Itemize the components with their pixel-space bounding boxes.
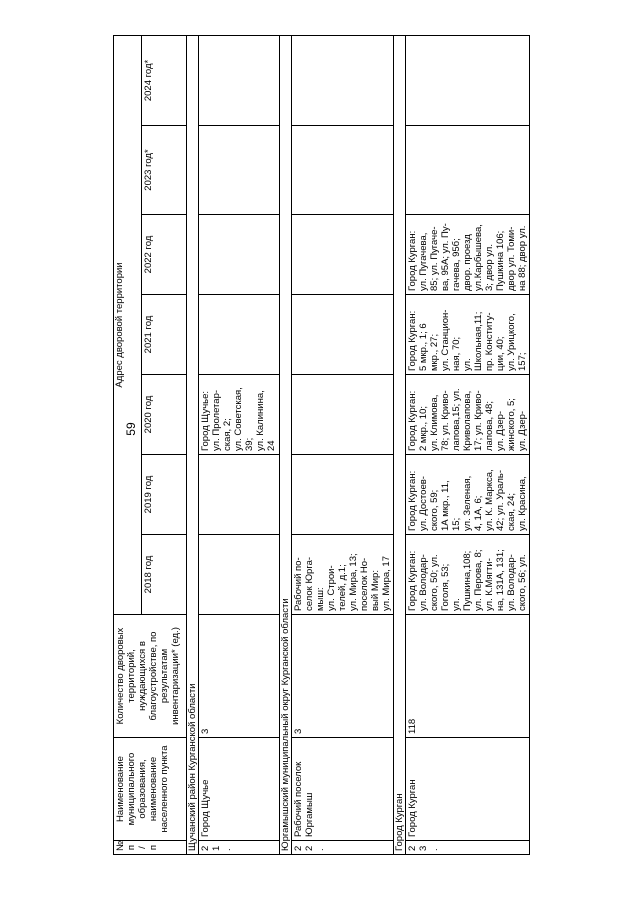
address-line: Пушкина,108;	[462, 550, 473, 611]
section-title: Город Курган	[394, 35, 406, 854]
year-header-2020: 2020 год	[141, 375, 186, 455]
address-line: ул. Станцион-	[440, 309, 451, 371]
name-column-header: Наименование муниципального образования, наименование населенного пункта	[114, 738, 187, 841]
address-line: ул. Перова, 8;	[473, 549, 484, 611]
address-line: Город Курган:	[407, 470, 418, 531]
address-line: ского, 50; ул.	[429, 554, 440, 611]
table-container	[113, 36, 528, 855]
section-row-kurgan	[394, 35, 406, 854]
year-header-2024: 2024 год*	[141, 35, 186, 125]
address-line: лапова,15; ул.	[451, 388, 462, 451]
address-line: 3; двор ул.	[484, 244, 495, 291]
section-title: Юргамышский муниципальный округ Курганской области	[280, 35, 292, 854]
year-header-2023: 2023 год*	[141, 126, 186, 215]
address-line: 39;	[244, 437, 255, 451]
section-row-yurgamysh	[280, 35, 292, 854]
section-row-shchuchye	[187, 35, 199, 854]
address-line: жинского, 5;	[506, 398, 517, 451]
address-cell-2021	[199, 295, 280, 375]
settlement-name: Рабочий поселок Юргамыш	[292, 738, 394, 841]
address-line: ул.	[451, 598, 462, 611]
address-line: ул. Пролетар-	[211, 389, 222, 451]
address-line: на 88; двор ул.	[517, 225, 528, 291]
settlement-name: Город Щучье	[199, 738, 280, 841]
address-cell-2018	[292, 535, 394, 615]
address-line: ул. Володар-	[506, 554, 517, 611]
address-line: 17; ул. Криво-	[473, 390, 484, 451]
address-cell-2019	[199, 455, 280, 535]
address-cell-2022	[292, 215, 394, 295]
address-line: 15;	[451, 517, 462, 531]
address-line: Город Курган:	[407, 390, 418, 451]
year-header-2018: 2018 год	[141, 535, 186, 615]
row-number: 22.	[292, 841, 394, 855]
address-line: 85; ул. Пугаче-	[429, 226, 440, 291]
section-title: Щучанский район Курганской области	[187, 35, 199, 854]
address-line: ского, 59;	[429, 489, 440, 531]
count-column-header: Количество дворовых территорий, нуждающихся в благоустройстве, по результатам инвентаризации* (ед.)	[114, 615, 187, 738]
address-line: Город Курган:	[407, 550, 418, 611]
address-line: Город Щучье:	[200, 390, 211, 451]
table-row	[406, 35, 530, 854]
address-cell-2023	[199, 126, 280, 215]
address-line: Рабочий по-	[293, 557, 304, 611]
address-line: 24	[266, 440, 277, 451]
address-line: гачева, 95б;	[451, 238, 462, 291]
yard-territories-table	[113, 35, 530, 855]
address-cell-2019	[406, 455, 530, 535]
address-line: Криволапова,	[462, 390, 473, 451]
address-line: двор. проезд	[462, 234, 473, 291]
address-cell-2019	[292, 455, 394, 535]
address-cell-2021	[292, 295, 394, 375]
address-cell-2022	[199, 215, 280, 295]
address-line: ная, 70;	[451, 336, 462, 371]
address-line: ул. Достоев-	[418, 476, 429, 531]
address-line: ул. Строи-	[326, 565, 337, 611]
address-cell-2018	[406, 535, 530, 615]
address-line: ул. Климова,	[429, 394, 440, 451]
address-line: ул. К.Мягти-	[484, 558, 495, 611]
address-line: ская, 2;	[222, 418, 233, 451]
address-cell-2023	[292, 126, 394, 215]
address-line: Гоголя, 53;	[440, 563, 451, 611]
address-line: ул. Дзер-	[495, 410, 506, 451]
address-cell-2018	[199, 535, 280, 615]
address-line: 2 мкр., 10;	[418, 405, 429, 451]
address-cell-2020	[406, 375, 530, 455]
address-line: ул. Урицкого,	[506, 313, 517, 371]
year-header-2021: 2021 год	[141, 295, 186, 375]
address-line: Пушкина 106;	[495, 230, 506, 291]
address-line: на, 131А, 131;	[495, 549, 506, 611]
page-number: 59	[124, 422, 138, 436]
table-row	[292, 35, 394, 854]
address-line: 78; ул. Криво-	[440, 390, 451, 451]
address-line: ского, 56; ул.	[517, 554, 528, 611]
address-line: мыш:	[315, 587, 326, 611]
address-line: мкр., 27;	[429, 333, 440, 371]
address-line: двор ул. Томи-	[506, 226, 517, 291]
address-line: 5 мкр., 1; 6	[418, 323, 429, 371]
address-line: Город Курган:	[407, 310, 418, 371]
address-cell-2021	[406, 295, 530, 375]
address-cell-2024	[406, 35, 530, 125]
address-line: Город Курган:	[407, 230, 418, 291]
table-row	[199, 35, 280, 854]
address-cell-2024	[199, 35, 280, 125]
address-line: ции, 40;	[495, 336, 506, 371]
address-line: вый Мир:	[370, 570, 381, 611]
address-line: ул. Красина,	[517, 476, 528, 531]
address-cell-2020	[199, 375, 280, 455]
address-line: ул.	[462, 358, 473, 371]
address-line: ская, 24;	[506, 492, 517, 531]
address-line: поселок Но-	[359, 557, 370, 611]
territory-count: 3	[199, 615, 280, 738]
address-line: ул. Пугачева,	[418, 232, 429, 291]
territory-count: 3	[292, 615, 394, 738]
address-line: ул.Карбышева,	[473, 224, 484, 291]
address-line: 42; ул. Ураль-	[495, 469, 506, 531]
settlement-name: Город Курган	[406, 738, 530, 841]
address-line: ул. Дзер-	[517, 410, 528, 451]
address-line: ул. К. Маркса,	[484, 469, 495, 531]
row-number: 23.	[406, 841, 530, 855]
address-line: ул. Мира, 17	[381, 556, 392, 611]
address-line: лапова, 48;	[484, 401, 495, 451]
address-line: ул. Володар-	[418, 554, 429, 611]
territory-count: 118	[406, 615, 530, 738]
address-line: телей, д.1;	[337, 564, 348, 611]
address-line: селок Юрга-	[304, 556, 315, 611]
address-line: ул. Калинина,	[255, 390, 266, 451]
address-line: ул. Мира, 13;	[348, 553, 359, 611]
address-line: Школьная,11;	[473, 311, 484, 371]
address-group-header: Адрес дворовой территории	[114, 35, 142, 614]
address-line: 4, 1А, 6;	[473, 495, 484, 531]
address-line: пр. Конститу-	[484, 312, 495, 371]
address-line: ул. Зеленая,	[462, 475, 473, 531]
address-cell-2023	[406, 126, 530, 215]
year-header-2019: 2019 год	[141, 455, 186, 535]
year-header-2022: 2022 год	[141, 215, 186, 295]
address-cell-2022	[406, 215, 530, 295]
address-line: 157;	[517, 352, 528, 371]
address-cell-2024	[292, 35, 394, 125]
address-cell-2020	[292, 375, 394, 455]
address-line: ва, 95А; ул. Пу-	[440, 223, 451, 291]
num-column-header: № п/п	[114, 841, 187, 855]
address-line: 1А мкр., 11,	[440, 480, 451, 531]
row-number: 21.	[199, 841, 280, 855]
address-line: ул. Советская,	[233, 387, 244, 451]
